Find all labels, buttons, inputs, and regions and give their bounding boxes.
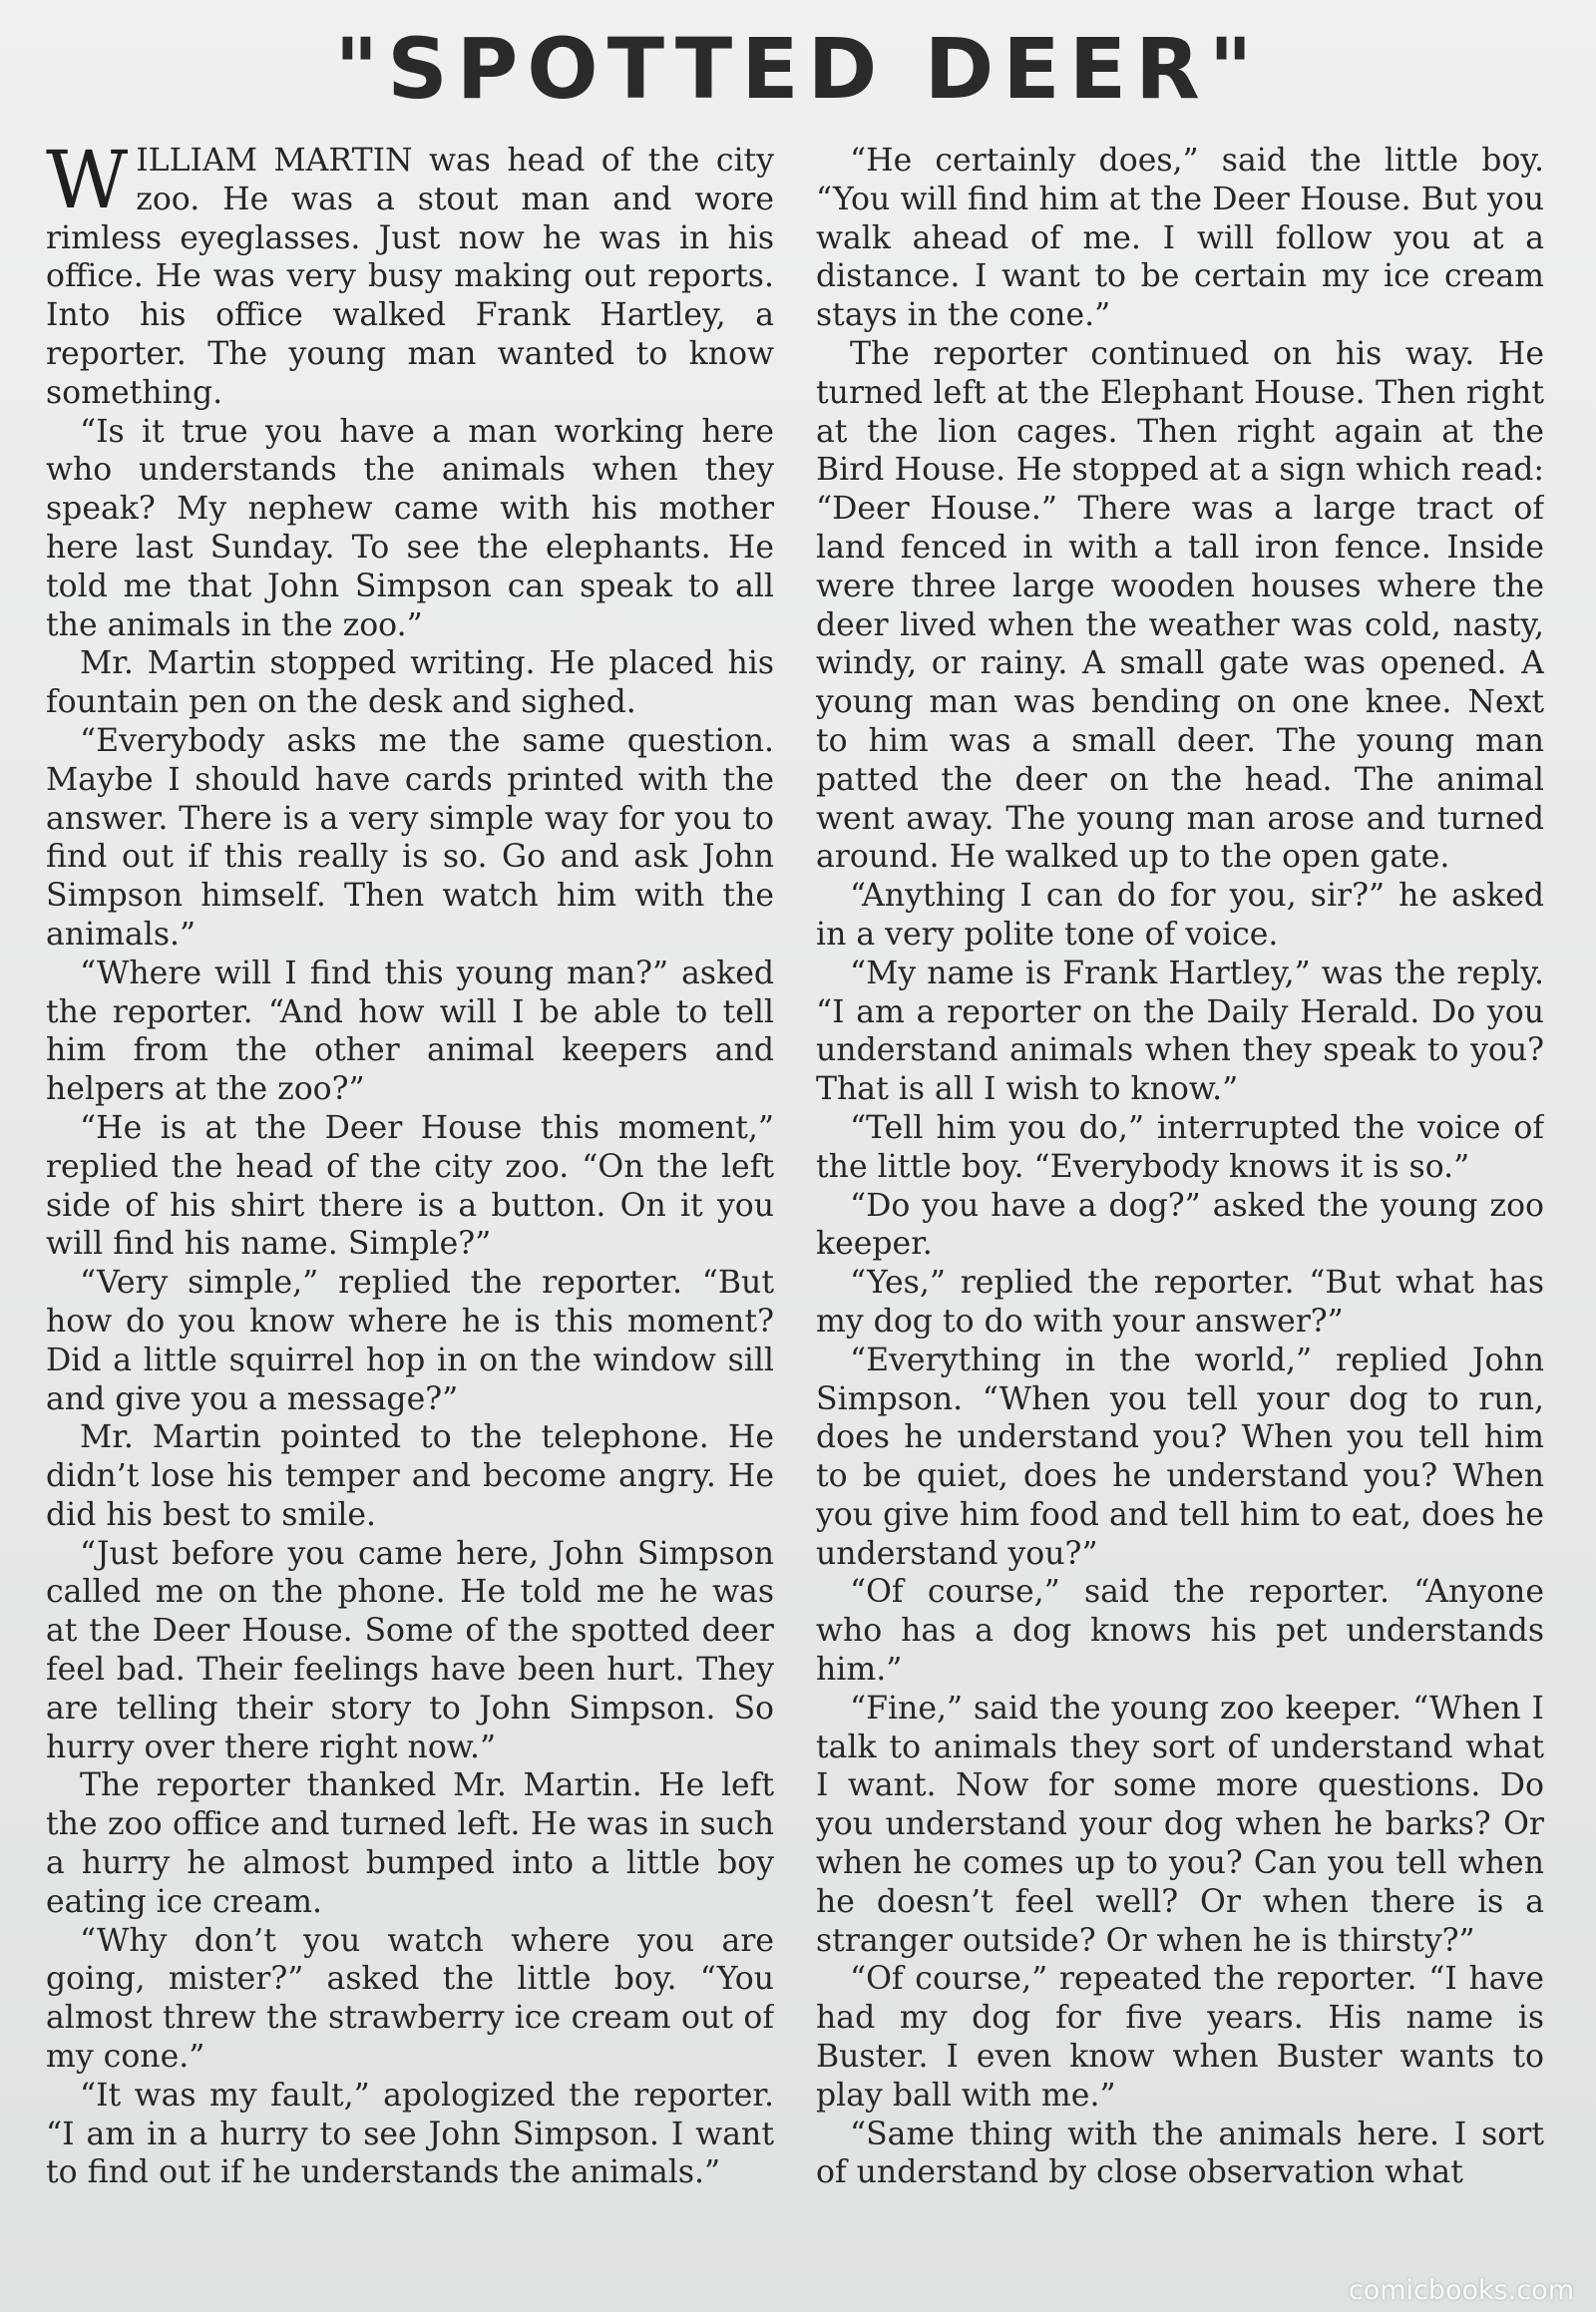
paragraph: The reporter thanked Mr. Martin. He left the zoo office and turned left. He was in such a hurry he almost bumped into a little boy eating ice cream.	[46, 1767, 774, 1920]
left-column	[46, 142, 774, 2286]
paragraph: “He certainly does,” said the little boy. “You will find him at the Deer House. But you walk ahead of me. I will follow you at a distance. I want to be certain my ice cream stays in the cone.”	[816, 143, 1544, 334]
paragraph: “It was my fault,” apologized the reporter. “I am in a hurry to see John Simpson. I want to find out if he understands the animals.”	[46, 2077, 774, 2191]
opening-caps: ILLIAM MARTIN	[136, 143, 413, 179]
opening-text: was head of the city zoo. He was a stout man and wore rimless eyeglasses. Just now he was in his office. He was very busy making out reports. Into his office walked Frank Hartley, a reporter. The young man wanted to know something.	[46, 143, 774, 411]
paragraph: “Very simple,” replied the reporter. “But how do you know where he is this moment? Did a little squirrel hop in on the window sill and give you a message?”	[46, 1265, 774, 1417]
paragraph: “Fine,” said the young zoo keeper. “When I talk to animals they sort of understand what I want. Now for some more questions. Do you understand your dog when he barks? Or when he comes up to you? Can you tell when he doesn’t feel well? Or when there is a stranger outside? Or when he is thirsty?”	[816, 1690, 1544, 1959]
paragraph: “Everybody asks me the same question. Maybe I should have cards printed with the answer. There is a very simple way for you to find out if this really is so. Go and ask John Simpson himself. Then watch him with the animals.”	[46, 722, 774, 953]
paragraph: Mr. Martin pointed to the telephone. He didn’t lose his temper and become angry. He did his best to smile.	[46, 1419, 774, 1533]
paragraph: “Is it true you have a man working here who understands the animals when they speak? My nephew came with his mother here last Sunday. To see the elephants. He told me that John Simpson can speak to all the animals in the zoo.”	[46, 413, 774, 643]
paragraph: “Yes,” replied the reporter. “But what has my dog to do with your answer?”	[816, 1265, 1544, 1340]
paragraph: “Everything in the world,” replied John Simpson. “When you tell your dog to run, does he understand you? When you tell him to be quiet, does he understand you? When you give him food and tell him to eat, does he understand you?”	[816, 1342, 1544, 1572]
paragraph: Mr. Martin stopped writing. He placed his fountain pen on the desk and sighed.	[46, 645, 774, 721]
story-title: "SPOTTED DEER"	[334, 20, 1262, 118]
watermark: comicbooks.com	[1348, 2275, 1574, 2306]
paragraph: “Anything I can do for you, sir?” he asked in a very polite tone of voice.	[816, 878, 1544, 953]
paragraph: “Where will I find this young man?” asked the reporter. “And how will I be able to tell him from the other animal keepers and helpers at the zoo?”	[46, 955, 774, 1108]
paragraph: “Of course,” repeated the reporter. “I have had my dog for five years. His name is Buster. I even know when Buster wants to play ball with me.”	[816, 1961, 1544, 2114]
right-column	[816, 142, 1544, 2286]
paragraph: “Why don’t you watch where you are going, mister?” asked the little boy. “You almost threw the strawberry ice cream out of my cone.”	[46, 1922, 774, 2076]
paragraph: “Tell him you do,” interrupted the voice of the little boy. “Everybody knows it is so.”	[816, 1109, 1544, 1185]
drop-cap: W	[46, 142, 129, 226]
paragraph: “He is at the Deer House this moment,” replied the head of the city zoo. “On the left side of his shirt there is a button. On it you will find his name. Simple?”	[46, 1109, 774, 1263]
paragraph: “My name is Frank Hartley,” was the reply. “I am a reporter on the Daily Herald. Do you understand animals when they speak to you? That is all I wish to know.”	[816, 955, 1544, 1108]
paragraph: The reporter continued on his way. He turned left at the Elephant House. Then right at the lion cages. Then right again at the Bird House. He stopped at a sign which read: “Deer House.” There was a large tract of land fenced in with a tall iron fence. Inside were three large wooden houses where the deer lived when the weather was cold, nasty, windy, or rainy. A small gate was opened. A young man was bending on one knee. Next to him was a small deer. The young man patted the deer on the head. The animal went away. The young man arose and turned around. He walked up to the open gate.	[816, 335, 1544, 876]
paragraph: “Do you have a dog?” asked the young zoo keeper.	[816, 1187, 1544, 1263]
paragraph: “Same thing with the animals here. I sort of understand by close observation what	[816, 2116, 1544, 2191]
paragraph: “Just before you came here, John Simpson called me on the phone. He told me he was at the Deer House. Some of the spotted deer feel bad. Their feelings have been hurt. They are telling their story to John Simpson. So hurry over there right now.”	[46, 1535, 774, 1765]
paragraph: “Of course,” said the reporter. “Anyone who has a dog knows his pet understands him.”	[816, 1574, 1544, 1689]
opening-paragraph	[46, 142, 774, 413]
